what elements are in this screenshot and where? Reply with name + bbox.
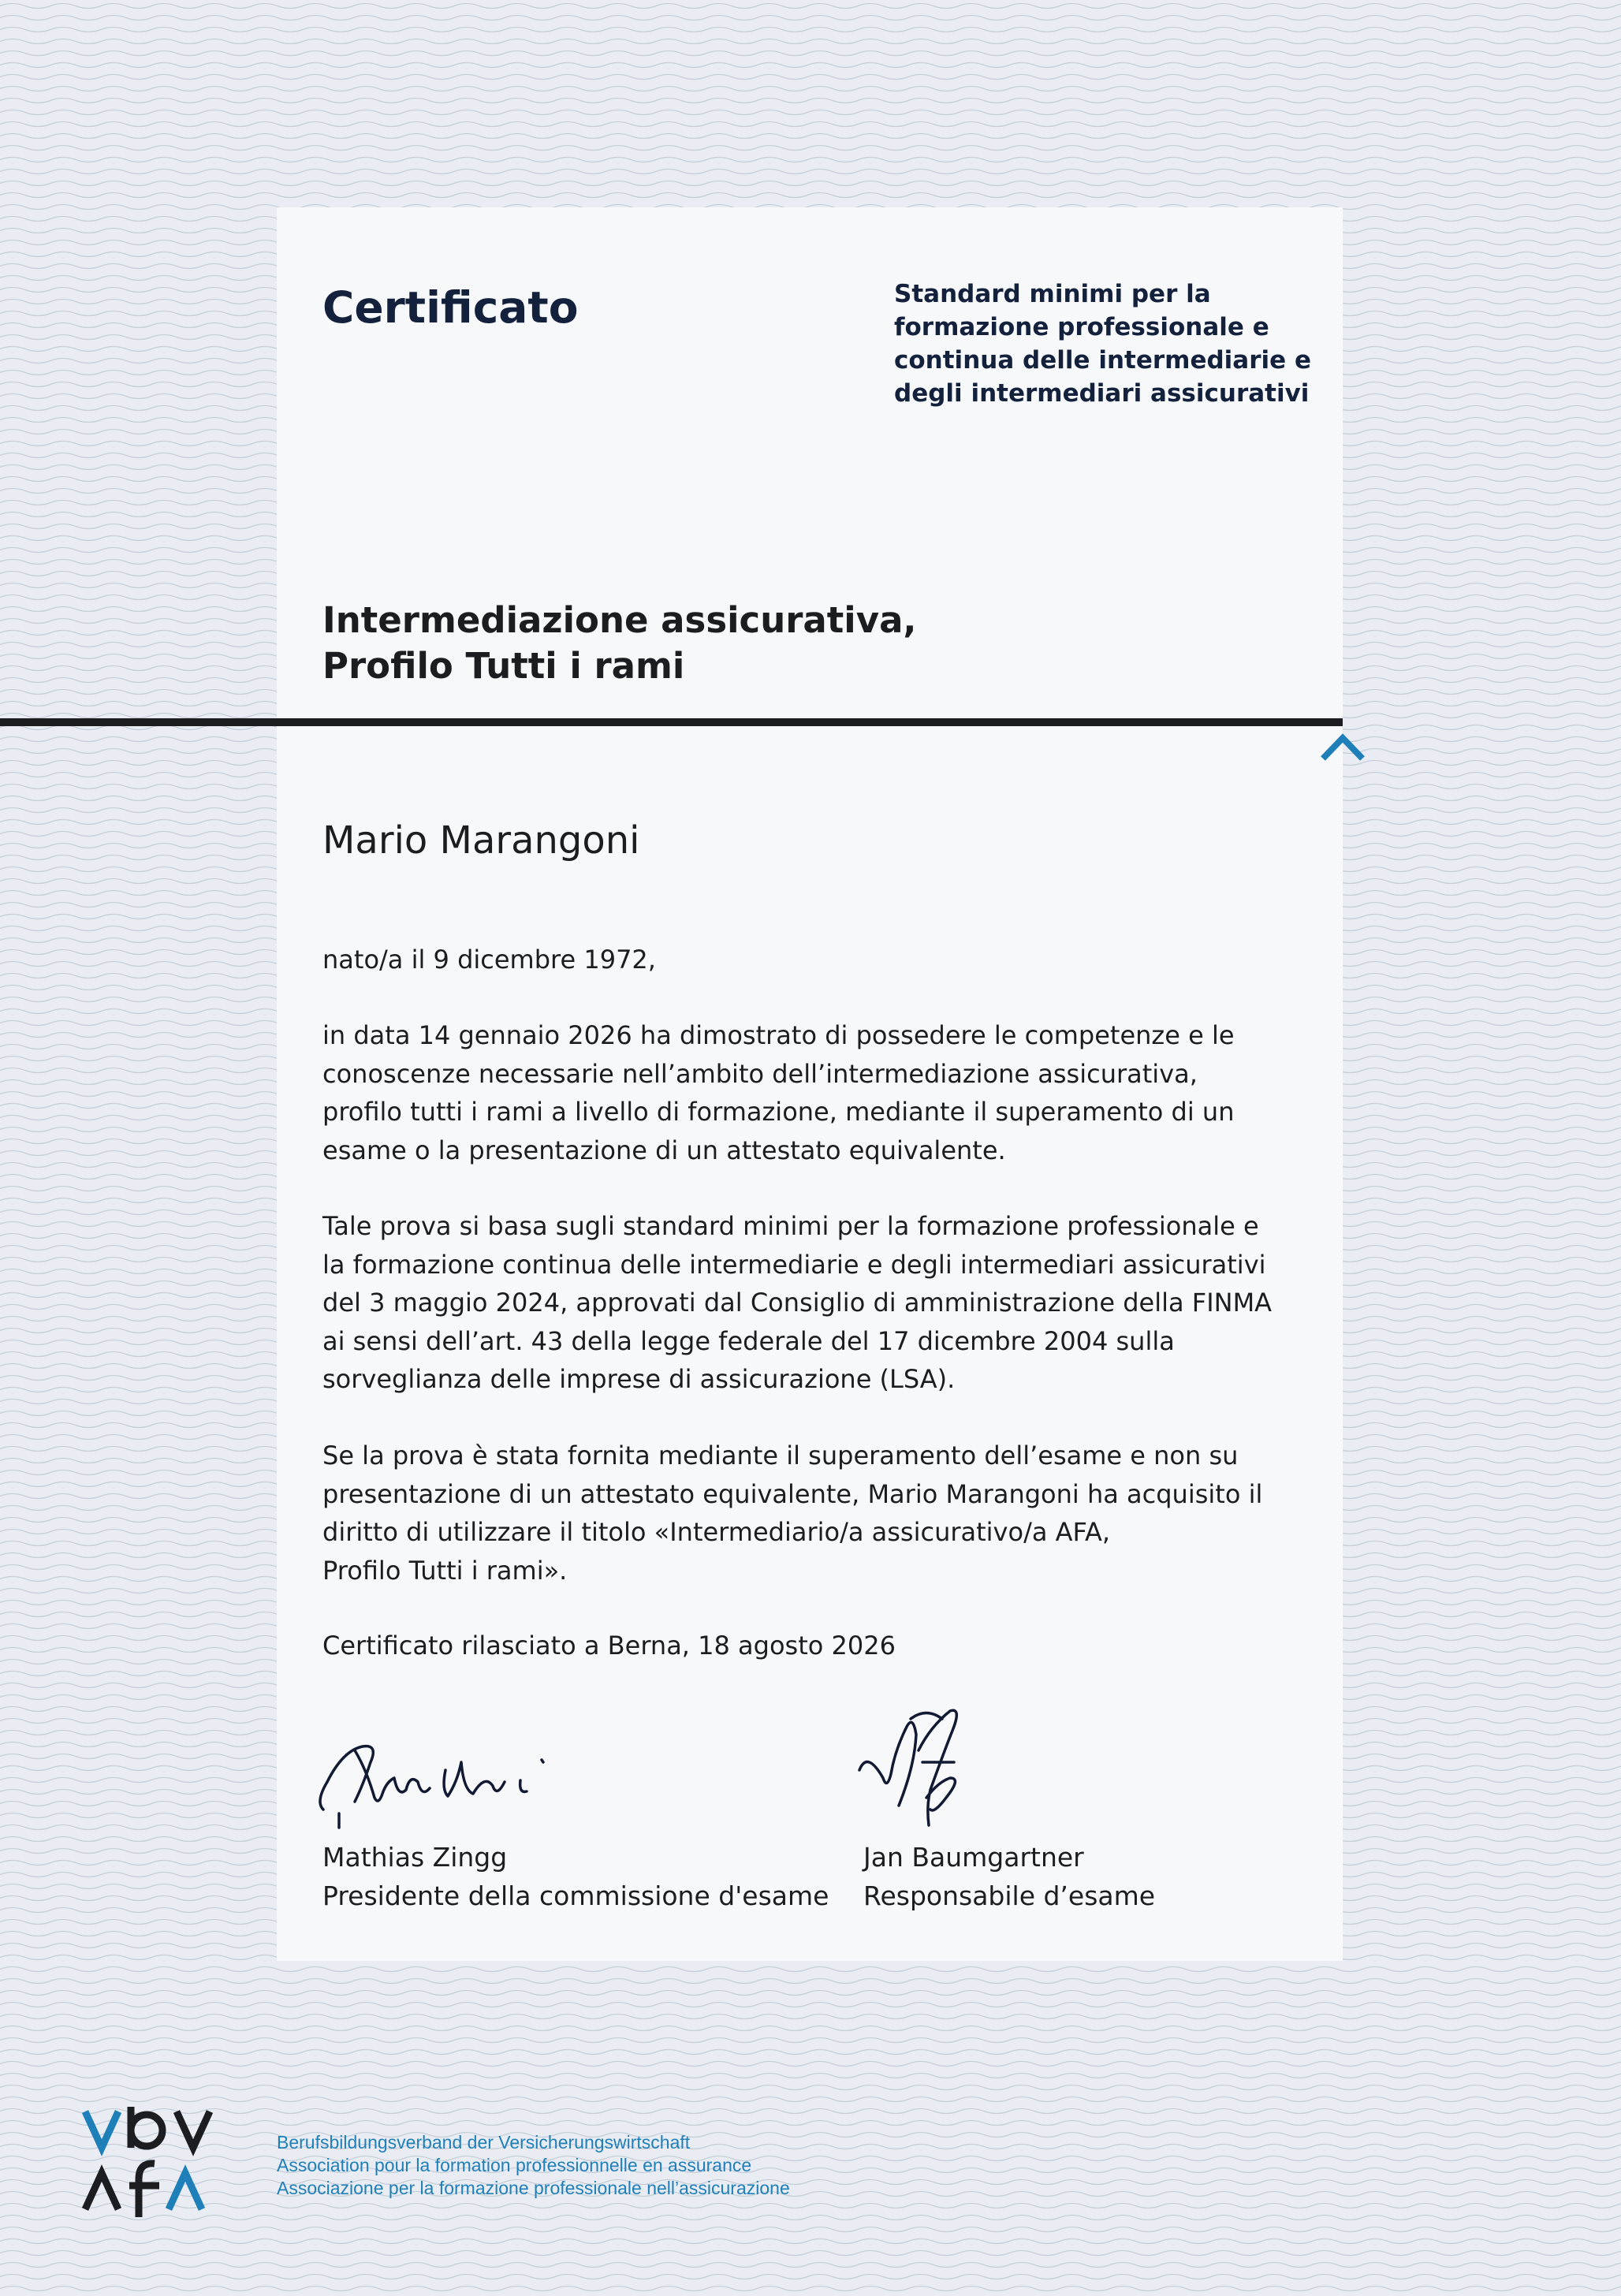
paragraph-line: Tale prova si basa sugli standard minimi per la formazione professionale e xyxy=(322,1211,1259,1241)
paragraph-line: esame o la presentazione di un attestato equivalente. xyxy=(322,1135,1006,1165)
signatory-name: Jan Baumgartner xyxy=(863,1842,1084,1873)
competence-paragraph xyxy=(322,1016,1343,1169)
birth-date-line: nato/a il 9 dicembre 1972, xyxy=(322,945,656,975)
signature-mathias-zingg xyxy=(307,1727,583,1829)
paragraph-line: diritto di utilizzare il titolo «Intermediario/a assicurativo/a AFA, xyxy=(322,1517,1111,1547)
organization-name-de: Berufsbildungsverband der Versicherungswirtschaft xyxy=(277,2132,691,2152)
issue-line: Certificato rilasciato a Berna, 18 agosto 2026 xyxy=(322,1631,896,1660)
caret-up-icon xyxy=(1319,730,1366,762)
standard-line: continua delle intermediarie e xyxy=(894,346,1311,375)
signature-jan-baumgartner xyxy=(851,1703,978,1845)
paragraph-line: conoscenze necessarie nell’ambito dell’intermediazione assicurativa, xyxy=(322,1058,1198,1089)
birth-date-text xyxy=(322,941,1343,979)
subtitle-line: Intermediazione assicurativa, xyxy=(322,599,917,641)
paragraph-line: la formazione continua delle intermediarie e degli intermediari assicurativi xyxy=(322,1249,1266,1280)
organization-name-it: Associazione per la formazione professionale nell’assicurazione xyxy=(277,2178,790,2198)
signatory-name: Mathias Zingg xyxy=(322,1842,508,1873)
standard-line: formazione professionale e xyxy=(894,313,1269,341)
organization-names xyxy=(277,2131,790,2200)
paragraph-line: presentazione di un attestato equivalente, Mario Marangoni ha acquisito il xyxy=(322,1478,1263,1509)
paragraph-line: in data 14 gennaio 2026 ha dimostrato di possedere le competenze e le xyxy=(322,1020,1235,1050)
organization-name-fr: Association pour la formation professionnelle en assurance xyxy=(277,2155,752,2175)
paragraph-line: sorveglianza delle imprese di assicurazione (LSA). xyxy=(322,1364,956,1394)
divider-rule xyxy=(0,718,1343,726)
paragraph-line: Se la prova è stata fornita mediante il superamento dell’esame e non su xyxy=(322,1441,1239,1470)
legal-basis-paragraph xyxy=(322,1207,1343,1399)
signatory-baumgartner xyxy=(863,1839,1155,1915)
subtitle-line: Profilo Tutti i rami xyxy=(322,645,685,687)
title-rights-paragraph xyxy=(322,1437,1343,1590)
paragraph-line: profilo tutti i rami a livello di formazione, mediante il superamento di un xyxy=(322,1097,1235,1127)
paragraph-line: Profilo Tutti i rami». xyxy=(322,1555,568,1586)
signatory-role: Presidente della commissione d'esame xyxy=(322,1880,829,1911)
paragraph-line: ai sensi dell’art. 43 della legge federale del 17 dicembre 2004 sulla xyxy=(322,1325,1175,1356)
paragraph-line: del 3 maggio 2024, approvati dal Consiglio di amministrazione della FINMA xyxy=(322,1288,1273,1318)
issue-place-date xyxy=(322,1627,1343,1665)
standard-line: Standard minimi per la xyxy=(894,280,1211,308)
certificate-title: Certificato xyxy=(322,282,579,333)
signatory-zingg xyxy=(322,1839,829,1915)
vbv-afa-logo xyxy=(82,2107,248,2217)
holder-name: Mario Marangoni xyxy=(322,818,640,863)
certificate-subtitle xyxy=(322,598,1269,689)
standard-line: degli intermediari assicurativi xyxy=(894,379,1310,408)
standard-heading xyxy=(894,278,1336,410)
signatory-role: Responsabile d’esame xyxy=(863,1880,1156,1911)
